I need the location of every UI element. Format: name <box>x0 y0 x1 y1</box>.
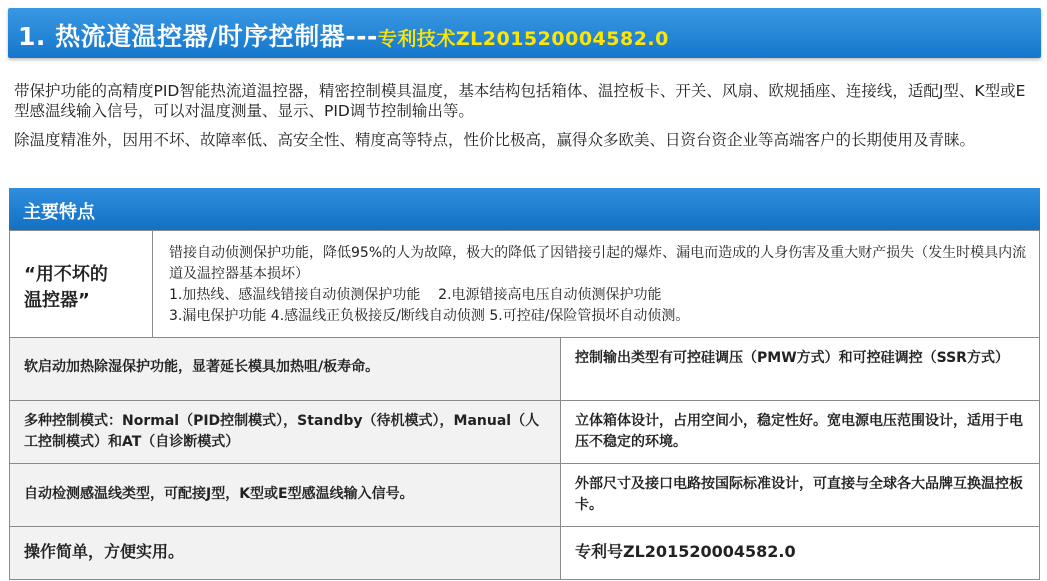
feature-text: 多种控制模式：Normal（PID控制模式），Standby（待机模式），Manual（人工控制模式）和AT（自诊断模式） <box>24 413 540 450</box>
badge-text <box>24 262 108 314</box>
badge-description-line-3: 3.漏电保护功能 4.感温线正负极接反/断线自动侦测 5.可控硅/保险管损坏自动侦测。 <box>169 308 690 324</box>
feature-cell-output-type <box>560 337 1040 401</box>
badge-description-cell <box>152 230 1040 338</box>
feature-text: 自动检测感温线类型，可配接J型，K型或E型感温线输入信号。 <box>24 486 414 502</box>
feature-cell-control-modes <box>9 400 561 464</box>
badge-line-1: “用不坏的 <box>24 264 108 285</box>
features-title: 主要特点 <box>23 202 95 223</box>
feature-text: 控制输出类型有可控硅调压（PMW方式）和可控硅调控（SSR方式） <box>575 350 1009 366</box>
feature-cell-sensor-detect <box>9 463 561 527</box>
feature-cell-patent-number <box>560 526 1040 580</box>
feature-text: 立体箱体设计，占用空间小，稳定性好。宽电源电压范围设计，适用于电压不稳定的环境。 <box>575 413 1023 450</box>
features-header <box>9 188 1040 230</box>
badge-description <box>169 243 1029 327</box>
badge-description-line-2: 1.加热线、感温线错接自动侦测保护功能 2.电源错接高电压自动侦测保护功能 <box>169 287 662 303</box>
badge-description-line-1: 错接自动侦测保护功能，降低95%的人为故障，极大的降低了因错接引起的爆炸、漏电而造成的人身伤害及重大财产损失（发生时模具内流道及温控器基本损坏） <box>169 245 1027 282</box>
feature-text: 外部尺寸及接口电路按国际标准设计，可直接与全球各大品牌互换温控板卡。 <box>575 476 1023 513</box>
feature-cell-cabinet-design <box>560 400 1040 464</box>
feature-text: 专利号ZL201520004582.0 <box>575 542 796 561</box>
title-banner <box>8 8 1041 58</box>
title-text: 热流道温控器/时序控制器--- <box>55 22 378 51</box>
intro-paragraph-1: 带保护功能的高精度PID智能热流道温控器，精密控制模具温度，基本结构包括箱体、温控板卡、开关、风扇、欧规插座、连接线，适配J型、K型或E型感温线输入信号，可以对温度测量、显示、PID调节控制输出等。 <box>14 82 1026 120</box>
patent-label: 专利技术ZL201520004582.0 <box>377 28 669 50</box>
feature-cell-easy-use <box>9 526 561 580</box>
feature-text: 操作简单，方便实用。 <box>24 542 185 561</box>
section-number: 1. <box>18 22 46 51</box>
intro-paragraph-2: 除温度精准外，因用不坏、故障率低、高安全性、精度高等特点，性价比极高，赢得众多欧美、日资台资企业等高端客户的长期使用及青睐。 <box>14 131 976 149</box>
feature-cell-soft-start <box>9 337 561 401</box>
feature-cell-standard-size <box>560 463 1040 527</box>
badge-cell <box>9 230 153 338</box>
page-title <box>18 17 669 53</box>
badge-line-2: 温控器” <box>24 290 90 311</box>
feature-text: 软启动加热除湿保护功能，显著延长模具加热咀/板寿命。 <box>24 359 380 375</box>
